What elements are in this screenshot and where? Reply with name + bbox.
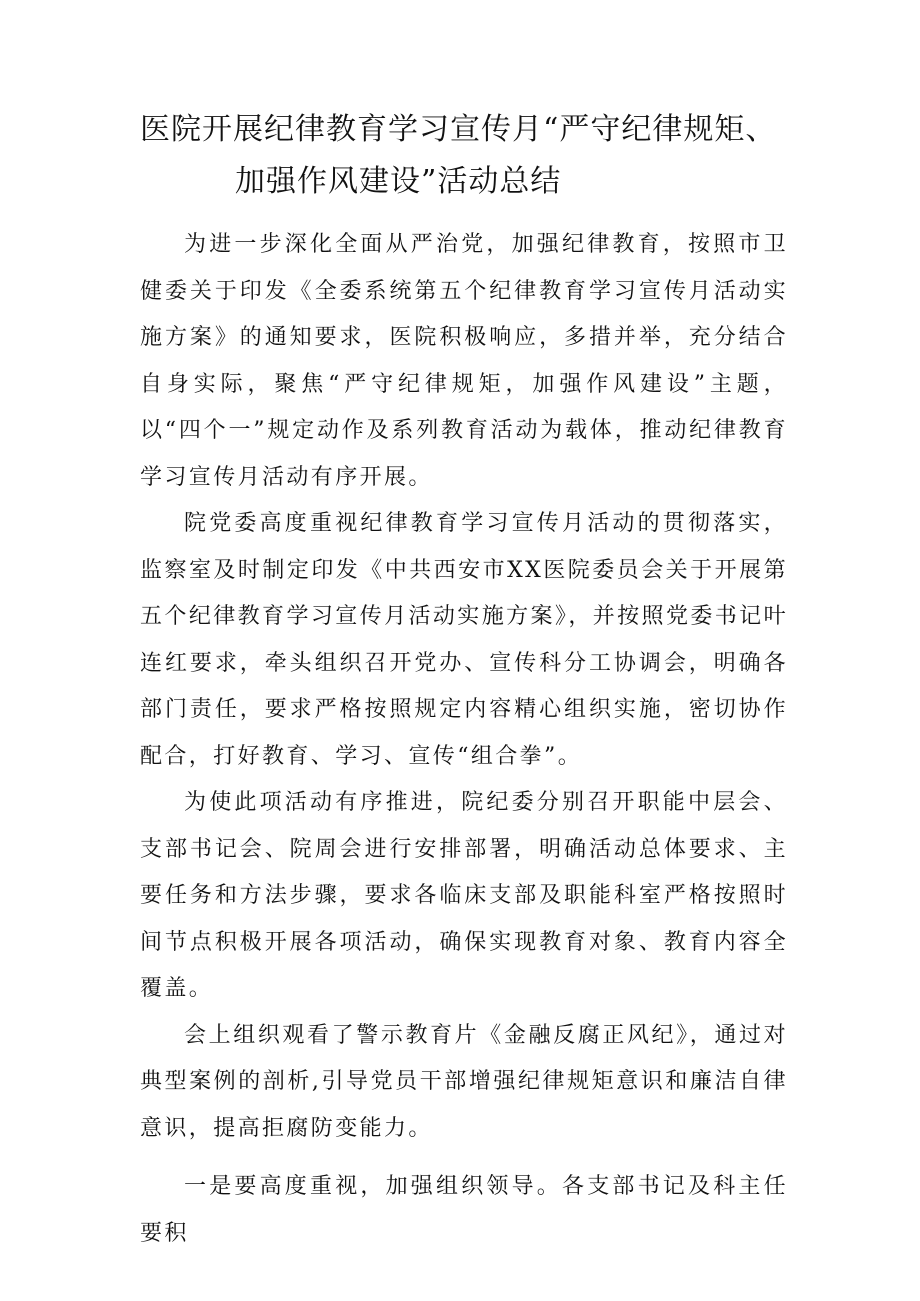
paragraph-party-committee: 院党委高度重视纪律教育学习宣传月活动的贯彻落实，监察室及时制定印发《中共西安市XX医院委员会关于开展第五个纪律教育学习宣传月活动实施方案》，并按照党委书记叶连红要求，牵头组织召开党办、宣传科分工协调会，明确各部门责任，要求严格按照规定内容精心组织实施，密切协作配合，打好教育、学习、宣传“组合拳”。 [140,511,788,769]
document-title [140,104,800,208]
paragraph-deployment: 为使此项活动有序推进，院纪委分别召开职能中层会、支部书记会、院周会进行安排部署，明确活动总体要求、主要任务和方法步骤，要求各临床支部及职能科室严格按照时间节点积极开展各项活动，确保实现教育对象、教育内容全覆盖。 [140,790,788,1001]
title-line-1: 医院开展纪律教育学习宣传月“严守纪律规矩、 [140,112,777,147]
title-line-2: 加强作风建设”活动总结 [235,164,562,199]
paragraph-warning-film: 会上组织观看了警示教育片《金融反腐正风纪》，通过对典型案例的剖析,引导党员干部增强纪律规矩意识和廉洁自律意识，提高拒腐防变能力。 [140,1022,788,1141]
document-body [140,222,788,1257]
paragraph-point-one: 一是要高度重视，加强组织领导。各支部书记及科主任要积 [140,1174,788,1246]
paragraph-intro: 为进一步深化全面从严治党，加强纪律教育，按照市卫健委关于印发《全委系统第五个纪律教育学习宣传月活动实施方案》的通知要求，医院积极响应，多措并举，充分结合自身实际，聚焦“严守纪律规矩，加强作风建设”主题，以“四个一”规定动作及系列教育活动为载体，推动纪律教育学习宣传月活动有序开展。 [140,232,788,490]
